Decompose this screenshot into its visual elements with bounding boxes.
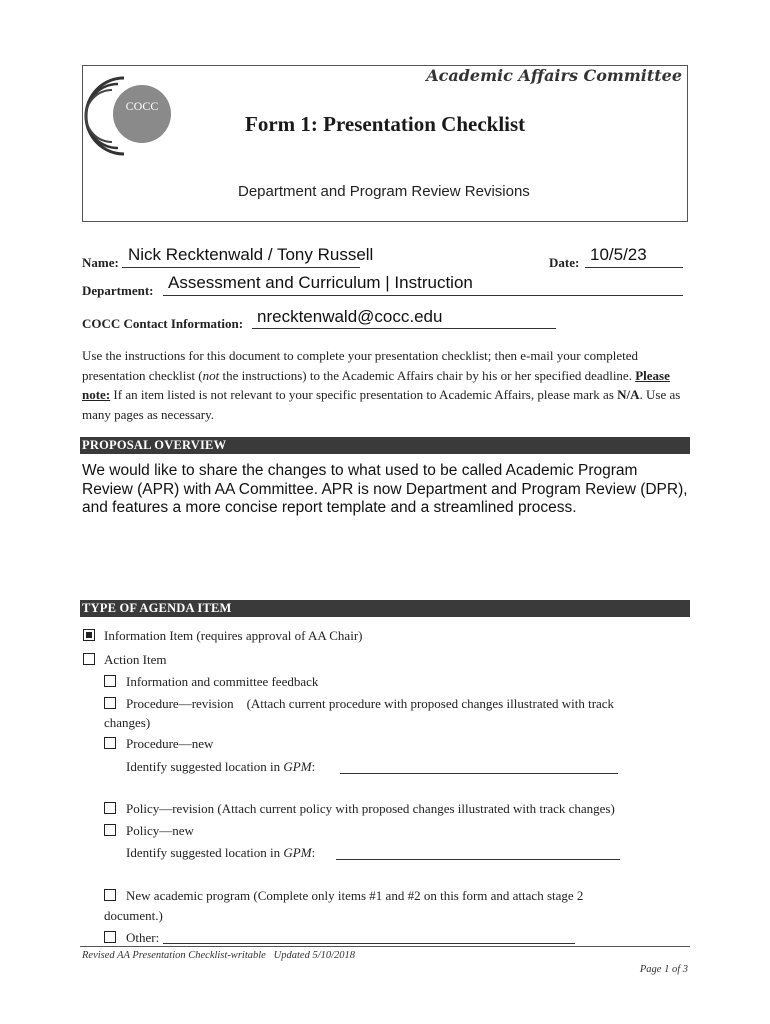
name-line	[122, 267, 360, 268]
department-line	[163, 295, 683, 296]
procedure-revision-checkbox[interactable]	[104, 697, 116, 709]
name-label: Name:	[82, 255, 119, 270]
department-field[interactable]: Assessment and Curriculum | Instruction	[168, 273, 473, 292]
new-program-checkbox[interactable]	[104, 889, 116, 901]
policy-location-label: Identify suggested location in GPM:	[126, 845, 316, 860]
date-field[interactable]: 10/5/23	[590, 245, 647, 264]
procedure-new-checkbox[interactable]	[104, 737, 116, 749]
info-feedback-label: Information and committee feedback	[126, 674, 319, 689]
other-label: Other:	[126, 930, 160, 945]
new-program-label-cont: document.)	[104, 908, 163, 923]
committee-name: Academic Affairs Committee	[426, 66, 682, 85]
proposal-overview-text[interactable]: We would like to share the changes to what used to be called Academic Program Review (APR) with AA Committee. APR is now Department and Program Review (DPR), and features a more concise report template and a streamlined process.	[82, 462, 688, 516]
policy-new-label: Policy—new	[126, 823, 194, 838]
policy-revision-label: Policy—revision (Attach current policy with proposed changes illustrated with track changes)	[126, 801, 615, 816]
procedure-location-field[interactable]	[340, 773, 618, 774]
name-field[interactable]: Nick Recktenwald / Tony Russell	[128, 245, 374, 264]
policy-revision-checkbox[interactable]	[104, 802, 116, 814]
procedure-location-label: Identify suggested location in GPM:	[126, 759, 316, 774]
footer-revision: Revised AA Presentation Checklist-writable Updated 5/10/2018	[82, 950, 356, 961]
form-title: Form 1: Presentation Checklist	[245, 112, 526, 136]
policy-new-checkbox[interactable]	[104, 824, 116, 836]
action-item-checkbox[interactable]	[83, 653, 95, 665]
footer-divider	[80, 946, 690, 947]
info-feedback-checkbox[interactable]	[104, 675, 116, 687]
policy-location-field[interactable]	[336, 859, 620, 860]
department-label: Department:	[82, 283, 154, 298]
cocc-logo	[84, 70, 172, 158]
form-subtitle: Department and Program Review Revisions	[238, 183, 530, 200]
page-number: Page 1 of 3	[639, 964, 688, 975]
contact-label: COCC Contact Information:	[82, 316, 244, 331]
proposal-overview-heading: PROPOSAL OVERVIEW	[80, 437, 690, 454]
other-field[interactable]	[163, 943, 575, 944]
date-line	[585, 267, 683, 268]
agenda-heading: TYPE OF AGENDA ITEM	[80, 600, 690, 617]
contact-field[interactable]: nrecktenwald@cocc.edu	[257, 307, 443, 326]
information-item-label: Information Item (requires approval of AA Chair)	[104, 628, 363, 643]
procedure-revision-label-cont: changes)	[104, 715, 151, 730]
date-label: Date:	[549, 255, 580, 270]
new-program-label: New academic program (Complete only items #1 and #2 on this form and attach stage 2	[126, 888, 584, 903]
other-checkbox[interactable]	[104, 931, 116, 943]
procedure-revision-label: Procedure—revision (Attach current procedure with proposed changes illustrated with track	[126, 696, 615, 711]
logo-text: COCC	[125, 99, 159, 113]
action-item-label: Action Item	[104, 652, 167, 667]
contact-line	[252, 328, 556, 329]
instructions: Use the instructions for this document to complete your presentation checklist; then e-mail your completed presentation checklist (not the instructions) to the Academic Affairs chair by his or her specified deadline. Please note: If an item listed is not relevant to your specific presentation to Academic Affairs, please mark as N/A. Use as many pages as necessary.	[82, 348, 681, 422]
procedure-new-label: Procedure—new	[126, 736, 214, 751]
information-item-checkbox[interactable]	[83, 629, 95, 641]
